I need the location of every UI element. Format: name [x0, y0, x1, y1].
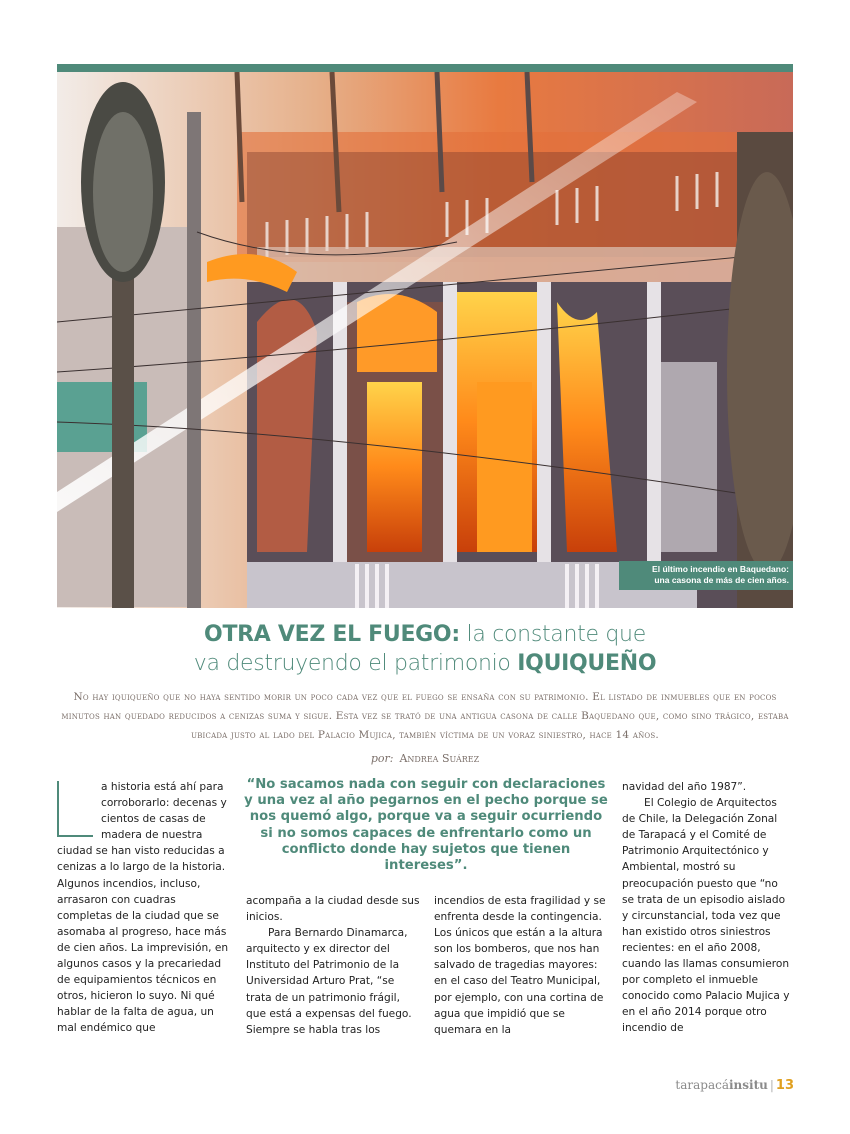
byline: [57, 752, 793, 765]
body-paragraph: Para Bernardo Dinamarca, arquitecto y ex director del Instituto del Patrimonio de la Universidad Arturo Prat, “se trata de un patrimonio frágil, que está a expensas del fuego. Siempre se habla tras los: [246, 927, 412, 1036]
headline-regular-2: va destruyendo el patrimonio: [193, 651, 518, 676]
footer-separator: |: [769, 1078, 774, 1092]
brand-regular: tarapacá: [675, 1078, 729, 1092]
body-paragraph: acompaña a la ciudad desde sus inicios.: [246, 895, 420, 924]
body-paragraph: a historia está ahí para corroborarlo: decenas y cientos de casas de madera de nuestra ciudad se han visto reducidas a cenizas a lo largo de la historia. Algunos incendios, incluso, arrasaron con cuadras completas de la ciudad que se asomaba al progreso, hace más de cien años. La imprevisión, en algunos casos y la precariedad de equipamientos técnicos en otros, hicieron lo suyo. Ni qué hablar de la falta de agua, un mal endémico que: [57, 781, 229, 1035]
page-number: 13: [775, 1078, 794, 1093]
hero-photo: [57, 72, 793, 608]
body-column-3: [434, 893, 609, 1038]
headline-line-2: [194, 651, 657, 676]
headline-line-1: [204, 622, 646, 647]
page-footer: [660, 1078, 794, 1093]
body-paragraph: El Colegio de Arquitectos de Chile, la Delegación Zonal de Tarapacá y el Comité de Patrimonio Arquitectónico y Ambiental, mostró su preocupación puesto que “no se trata de un episodio aislado y circunstancial, toda vez que han existido otros siniestros recientes: en el año 2008, cuando las llamas consumieron por completo el inmueble conocido como Palacio Mujica y en el año 2014 porque otro incendio de: [622, 797, 790, 1035]
article-lede: No hay iquiqueño que no haya sentido morir un poco cada vez que el fuego se ensaña con su patrimonio. El listado de inmuebles que en pocos minutos han quedado reducidos a cenizas suma y sigue. Esta vez se trató de una antigua casona de calle Baquedano que, como sino trágico, estaba ubicada justo al lado del Palacio Mujica, también víctima de un voraz siniestro, hace 14 años.: [61, 691, 789, 741]
byline-prefix: por:: [370, 752, 394, 765]
top-accent-bar: [57, 64, 793, 72]
body-column-2: [246, 893, 421, 1038]
byline-author: Andrea Suárez: [399, 752, 480, 765]
drop-cap-l: [57, 781, 93, 837]
photo-caption: [619, 561, 793, 590]
body-paragraph: incendios de esta fragilidad y se enfrenta desde la contingencia. Los únicos que están a la altura son los bomberos, que nos han salvado de tragedias mayores: en el caso del Teatro Municipal, por ejemplo, con una cortina de agua que impidió que se quemara en la: [434, 895, 606, 1036]
body-column-1: [57, 779, 229, 1037]
caption-line-2: una casona de más de cien años.: [654, 575, 789, 585]
body-paragraph: navidad del año 1987”.: [622, 781, 747, 793]
caption-line-1: El último incendio en Baquedano:: [652, 564, 789, 574]
fire-scene-illustration: [57, 72, 793, 608]
body-column-4: [622, 779, 792, 1037]
magazine-brand: [675, 1078, 767, 1092]
headline-bold-2: IQUIQUEÑO: [517, 651, 657, 676]
article-headline: [57, 620, 793, 678]
headline-bold-1: OTRA VEZ EL FUEGO:: [204, 622, 460, 647]
pull-quote: “No sacamos nada con seguir con declaraciones y una vez al año pegarnos en el pecho porque se nos quemó algo, porque va a seguir ocurriendo si no somos capaces de enfrentarlo como un conflicto donde hay sujetos que tienen intereses”.: [244, 777, 608, 874]
brand-bold: insitu: [728, 1078, 768, 1092]
headline-regular-1: la constante que: [459, 622, 646, 647]
